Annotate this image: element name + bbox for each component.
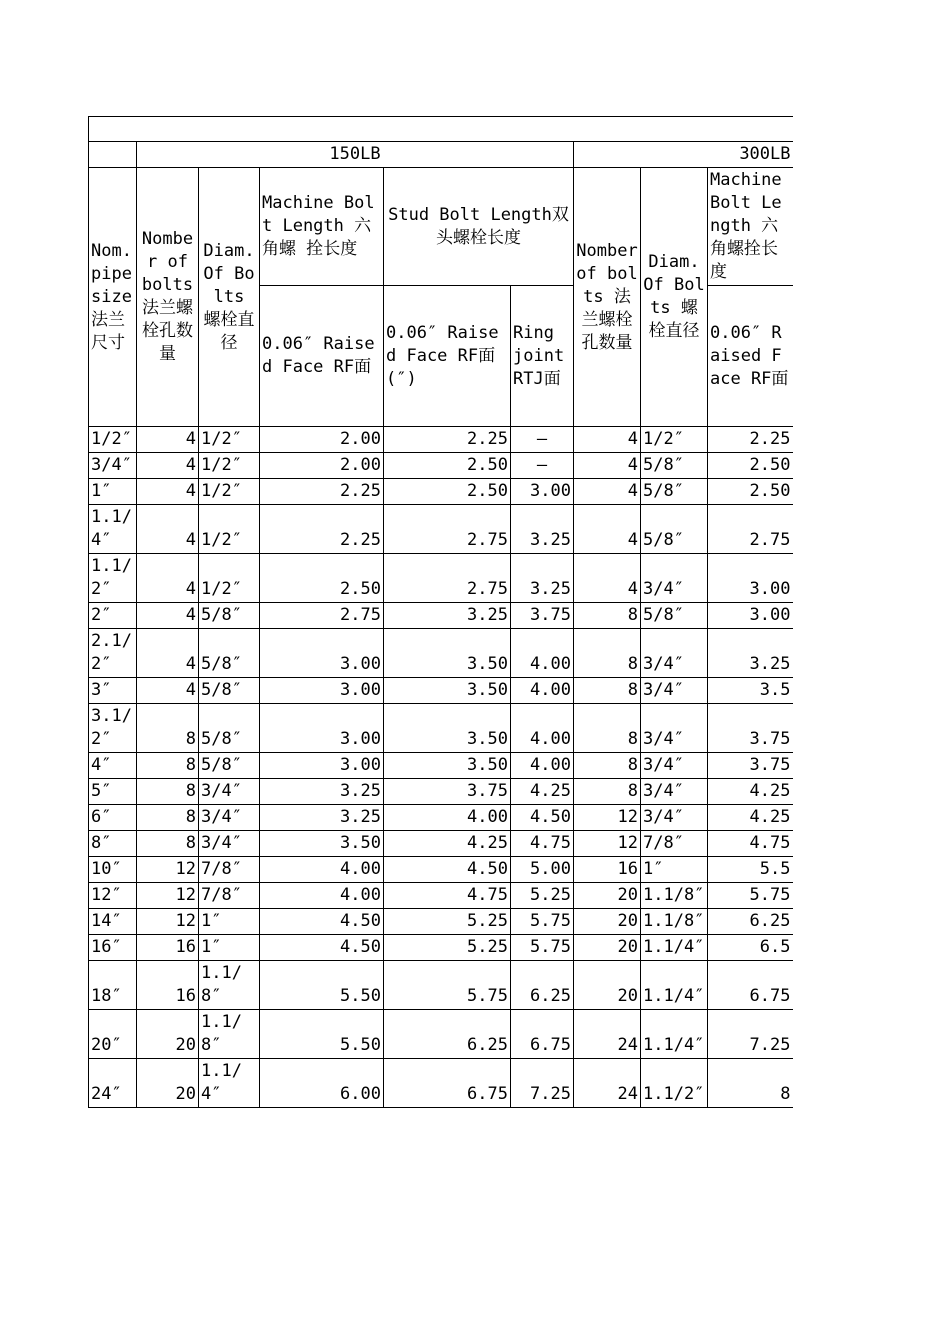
cell-bolt-count-300[interactable]: 8: [574, 629, 641, 678]
cell-bolt-count-300[interactable]: 20: [574, 961, 641, 1010]
bolt-table: [88, 116, 793, 1108]
cell-bolt-diam-150[interactable]: 3/4″: [199, 805, 260, 831]
cell-machine-bolt-300[interactable]: 4.25: [708, 805, 793, 831]
cell-bolt-diam-300[interactable]: 3/4″: [641, 554, 708, 603]
cell-machine-bolt-150[interactable]: 4.50: [260, 909, 384, 935]
cell-machine-bolt-300[interactable]: 3.75: [708, 753, 793, 779]
cell-machine-bolt-150[interactable]: 2.50: [260, 554, 384, 603]
cell-machine-bolt-300[interactable]: 3.5: [708, 678, 793, 704]
cell-machine-bolt-300[interactable]: 7.25: [708, 1010, 793, 1059]
cell-bolt-diam-300[interactable]: 1″: [641, 857, 708, 883]
cell-machine-bolt-150[interactable]: 2.00: [260, 427, 384, 453]
header-number-of-bolts-150[interactable]: Nomber of bolts 法兰螺栓孔数量: [137, 168, 199, 427]
cell-machine-bolt-300[interactable]: 4.75: [708, 831, 793, 857]
cell-size[interactable]: 1.1/4″: [89, 505, 137, 554]
table-row: [89, 883, 793, 909]
group-header-row: [89, 142, 793, 168]
cell-bolt-count-300[interactable]: 12: [574, 831, 641, 857]
cell-bolt-count-150[interactable]: 20: [137, 1010, 199, 1059]
table-row: [89, 678, 793, 704]
cell-stud-rtj-150[interactable]: 6.75: [511, 1010, 574, 1059]
cell-stud-rtj-150[interactable]: 4.00: [511, 678, 574, 704]
cell-bolt-count-300[interactable]: 8: [574, 678, 641, 704]
cell-bolt-count-300[interactable]: 4: [574, 554, 641, 603]
cell-bolt-count-150[interactable]: 4: [137, 554, 199, 603]
cell-machine-bolt-150[interactable]: 3.00: [260, 629, 384, 678]
cell-machine-bolt-150[interactable]: 2.75: [260, 603, 384, 629]
cell-machine-bolt-300[interactable]: 5.5: [708, 857, 793, 883]
cell-bolt-diam-150[interactable]: 5/8″: [199, 753, 260, 779]
cell-bolt-count-150[interactable]: 8: [137, 831, 199, 857]
cell-stud-rf-150[interactable]: 5.25: [384, 935, 511, 961]
cell-stud-rtj-150[interactable]: 3.25: [511, 554, 574, 603]
table-row: [89, 831, 793, 857]
cell-machine-bolt-300[interactable]: 2.25: [708, 427, 793, 453]
cell-bolt-count-150[interactable]: 4: [137, 427, 199, 453]
cell-size[interactable]: 16″: [89, 935, 137, 961]
cell-bolt-count-150[interactable]: 12: [137, 857, 199, 883]
header-diam-of-bolts-300[interactable]: Diam. Of Bolts 螺栓直径: [641, 168, 708, 427]
cell-stud-rf-150[interactable]: 2.75: [384, 554, 511, 603]
cell-bolt-diam-300[interactable]: 3/4″: [641, 753, 708, 779]
cell-bolt-diam-150[interactable]: 7/8″: [199, 857, 260, 883]
cell-machine-bolt-300[interactable]: 5.75: [708, 883, 793, 909]
cell-bolt-count-150[interactable]: 20: [137, 1059, 199, 1108]
cell-bolt-diam-300[interactable]: 5/8″: [641, 479, 708, 505]
cell-machine-bolt-150[interactable]: 3.00: [260, 704, 384, 753]
cell-size[interactable]: 10″: [89, 857, 137, 883]
cell-bolt-count-300[interactable]: 4: [574, 479, 641, 505]
cell-bolt-count-300[interactable]: 4: [574, 453, 641, 479]
cell-machine-bolt-150[interactable]: 2.25: [260, 505, 384, 554]
cell-stud-rf-150[interactable]: 3.50: [384, 753, 511, 779]
cell-bolt-diam-300[interactable]: 3/4″: [641, 629, 708, 678]
cell-machine-bolt-150[interactable]: 3.00: [260, 753, 384, 779]
cell-bolt-count-150[interactable]: 4: [137, 453, 199, 479]
cell-bolt-count-300[interactable]: 8: [574, 753, 641, 779]
cell-machine-bolt-300[interactable]: 2.50: [708, 479, 793, 505]
table-row: [89, 961, 793, 1010]
cell-machine-bolt-300[interactable]: 3.00: [708, 554, 793, 603]
cell-size[interactable]: 5″: [89, 779, 137, 805]
cell-bolt-count-300[interactable]: 4: [574, 427, 641, 453]
column-header-row: [89, 168, 793, 286]
table-row: [89, 603, 793, 629]
cell-machine-bolt-150[interactable]: 4.00: [260, 857, 384, 883]
cell-size[interactable]: 1/2″: [89, 427, 137, 453]
spreadsheet: [88, 116, 793, 1108]
header-machine-bolt-300-rf[interactable]: 0.06″ Raised Face RF面: [708, 286, 793, 427]
table-row: [89, 427, 793, 453]
header-machine-bolt-300[interactable]: Machine Bolt Length 六角螺拴长度: [708, 168, 793, 286]
cell-stud-rtj-150[interactable]: 4.00: [511, 753, 574, 779]
cell-machine-bolt-300[interactable]: 3.25: [708, 629, 793, 678]
cell-bolt-diam-300[interactable]: 1/2″: [641, 427, 708, 453]
cell-bolt-diam-300[interactable]: 1.1/4″: [641, 935, 708, 961]
title-row: [89, 117, 793, 142]
cell-stud-rtj-150[interactable]: –: [511, 427, 574, 453]
header-diam-of-bolts-150[interactable]: Diam. Of Bolts 螺栓直径: [199, 168, 260, 427]
table-row: [89, 805, 793, 831]
cell-bolt-count-150[interactable]: 16: [137, 935, 199, 961]
cell-bolt-diam-300[interactable]: 3/4″: [641, 805, 708, 831]
cell-bolt-diam-150[interactable]: 3/4″: [199, 779, 260, 805]
cell-bolt-count-300[interactable]: 16: [574, 857, 641, 883]
cell-bolt-diam-150[interactable]: 1/2″: [199, 554, 260, 603]
cell-stud-rf-150[interactable]: 2.50: [384, 453, 511, 479]
cell-bolt-count-300[interactable]: 24: [574, 1059, 641, 1108]
cell-stud-rtj-150[interactable]: 3.00: [511, 479, 574, 505]
cell-machine-bolt-150[interactable]: 3.25: [260, 805, 384, 831]
table-row: [89, 779, 793, 805]
cell-stud-rf-150[interactable]: 2.75: [384, 505, 511, 554]
cell-stud-rtj-150[interactable]: 5.75: [511, 909, 574, 935]
cell-stud-rtj-150[interactable]: 4.75: [511, 831, 574, 857]
cell-machine-bolt-300[interactable]: 4.25: [708, 779, 793, 805]
cell-machine-bolt-300[interactable]: 6.75: [708, 961, 793, 1010]
header-nom-pipe-size[interactable]: Nom. pipe size 法兰尺寸: [89, 168, 137, 427]
cell-bolt-count-300[interactable]: 20: [574, 935, 641, 961]
cell-bolt-diam-150[interactable]: 7/8″: [199, 883, 260, 909]
cell-bolt-diam-300[interactable]: 1.1/8″: [641, 883, 708, 909]
cell-bolt-diam-300[interactable]: 5/8″: [641, 603, 708, 629]
cell-bolt-diam-300[interactable]: 1.1/8″: [641, 909, 708, 935]
cell-stud-rtj-150[interactable]: 4.25: [511, 779, 574, 805]
cell-size[interactable]: 3/4″: [89, 453, 137, 479]
cell-bolt-diam-150[interactable]: 3/4″: [199, 831, 260, 857]
cell-stud-rf-150[interactable]: 2.50: [384, 479, 511, 505]
cell-bolt-diam-300[interactable]: 3/4″: [641, 704, 708, 753]
cell-bolt-diam-300[interactable]: 1.1/4″: [641, 1010, 708, 1059]
cell-machine-bolt-150[interactable]: 3.00: [260, 678, 384, 704]
cell-stud-rf-150[interactable]: 6.25: [384, 1010, 511, 1059]
cell-machine-bolt-150[interactable]: 5.50: [260, 961, 384, 1010]
cell-stud-rf-150[interactable]: 5.25: [384, 909, 511, 935]
cell-bolt-diam-150[interactable]: 1.1/8″: [199, 961, 260, 1010]
cell-bolt-diam-300[interactable]: 1.1/2″: [641, 1059, 708, 1108]
cell-machine-bolt-300[interactable]: 8: [708, 1059, 793, 1108]
cell-bolt-diam-150[interactable]: 1″: [199, 909, 260, 935]
cell-bolt-diam-300[interactable]: 7/8″: [641, 831, 708, 857]
cell-stud-rf-150[interactable]: 2.25: [384, 427, 511, 453]
cell-bolt-diam-150[interactable]: 1/2″: [199, 453, 260, 479]
cell-size[interactable]: 4″: [89, 753, 137, 779]
table-row: [89, 629, 793, 678]
cell-bolt-diam-150[interactable]: 1″: [199, 935, 260, 961]
cell-size[interactable]: 24″: [89, 1059, 137, 1108]
table-row: [89, 505, 793, 554]
cell-stud-rtj-150[interactable]: 4.00: [511, 704, 574, 753]
cell-bolt-diam-150[interactable]: 1/2″: [199, 505, 260, 554]
table-row: [89, 479, 793, 505]
cell-stud-rtj-150[interactable]: 3.25: [511, 505, 574, 554]
cell-bolt-count-300[interactable]: 20: [574, 909, 641, 935]
cell-machine-bolt-300[interactable]: 6.25: [708, 909, 793, 935]
cell-machine-bolt-300[interactable]: 2.75: [708, 505, 793, 554]
cell-bolt-diam-300[interactable]: 3/4″: [641, 678, 708, 704]
cell-bolt-diam-300[interactable]: 5/8″: [641, 505, 708, 554]
cell-stud-rf-150[interactable]: 4.25: [384, 831, 511, 857]
cell-stud-rf-150[interactable]: 6.75: [384, 1059, 511, 1108]
cell-bolt-diam-150[interactable]: 1.1/8″: [199, 1010, 260, 1059]
cell-bolt-diam-300[interactable]: 1.1/4″: [641, 961, 708, 1010]
cell-stud-rtj-150[interactable]: 5.00: [511, 857, 574, 883]
cell-bolt-count-300[interactable]: 20: [574, 883, 641, 909]
cell-bolt-diam-150[interactable]: 5/8″: [199, 603, 260, 629]
table-row: [89, 909, 793, 935]
cell-machine-bolt-300[interactable]: 6.5: [708, 935, 793, 961]
cell-bolt-diam-150[interactable]: 5/8″: [199, 678, 260, 704]
cell-stud-rtj-150[interactable]: 6.25: [511, 961, 574, 1010]
cell-size[interactable]: 2″: [89, 603, 137, 629]
cell-stud-rtj-150[interactable]: 3.75: [511, 603, 574, 629]
table-row: [89, 704, 793, 753]
cell-bolt-count-150[interactable]: 4: [137, 678, 199, 704]
cell-size[interactable]: 3.1/2″: [89, 704, 137, 753]
header-stud-bolt-150-rtj[interactable]: Ring joint RTJ面: [511, 286, 574, 427]
cell-machine-bolt-300[interactable]: 3.00: [708, 603, 793, 629]
cell-size[interactable]: 8″: [89, 831, 137, 857]
header-machine-bolt-150[interactable]: Machine Bolt Length 六角螺 拴长度: [260, 168, 384, 286]
cell-bolt-count-150[interactable]: 4: [137, 479, 199, 505]
title-cell[interactable]: [89, 117, 793, 142]
cell-bolt-count-150[interactable]: 16: [137, 961, 199, 1010]
cell-machine-bolt-300[interactable]: 3.75: [708, 704, 793, 753]
cell-bolt-count-300[interactable]: 24: [574, 1010, 641, 1059]
cell-machine-bolt-150[interactable]: 6.00: [260, 1059, 384, 1108]
group-300lb[interactable]: 300LB: [574, 142, 793, 168]
cell-stud-rf-150[interactable]: 3.50: [384, 704, 511, 753]
cell-size[interactable]: 1.1/2″: [89, 554, 137, 603]
cell-machine-bolt-150[interactable]: 4.00: [260, 883, 384, 909]
cell-stud-rtj-150[interactable]: 4.00: [511, 629, 574, 678]
cell-bolt-count-150[interactable]: 4: [137, 505, 199, 554]
cell-stud-rf-150[interactable]: 4.75: [384, 883, 511, 909]
cell-bolt-count-300[interactable]: 8: [574, 704, 641, 753]
cell-stud-rtj-150[interactable]: 5.25: [511, 883, 574, 909]
header-stud-bolt-150-rf[interactable]: 0.06″ Raised Face RF面(″): [384, 286, 511, 427]
cell-bolt-count-150[interactable]: 4: [137, 603, 199, 629]
header-number-of-bolts-300[interactable]: Nomber of bolts 法兰螺栓孔数量: [574, 168, 641, 427]
table-row: [89, 935, 793, 961]
cell-bolt-count-300[interactable]: 8: [574, 603, 641, 629]
cell-size[interactable]: 20″: [89, 1010, 137, 1059]
cell-bolt-count-150[interactable]: 8: [137, 805, 199, 831]
header-stud-bolt-150[interactable]: Stud Bolt Length双头螺栓长度: [384, 168, 574, 286]
cell-machine-bolt-150[interactable]: 3.50: [260, 831, 384, 857]
cell-size[interactable]: 2.1/2″: [89, 629, 137, 678]
cell-stud-rtj-150[interactable]: 5.75: [511, 935, 574, 961]
cell-stud-rf-150[interactable]: 4.00: [384, 805, 511, 831]
table-row: [89, 857, 793, 883]
cell-bolt-diam-300[interactable]: 3/4″: [641, 779, 708, 805]
cell-bolt-count-150[interactable]: 8: [137, 779, 199, 805]
table-row: [89, 453, 793, 479]
table-row: [89, 1059, 793, 1108]
table-row: [89, 753, 793, 779]
cell-size[interactable]: 14″: [89, 909, 137, 935]
cell-bolt-count-300[interactable]: 12: [574, 805, 641, 831]
header-machine-bolt-150-rf[interactable]: 0.06″ Raised Face RF面: [260, 286, 384, 427]
cell-bolt-count-150[interactable]: 12: [137, 883, 199, 909]
cell-stud-rtj-150[interactable]: 4.50: [511, 805, 574, 831]
cell-machine-bolt-150[interactable]: 2.00: [260, 453, 384, 479]
table-row: [89, 554, 793, 603]
cell-stud-rf-150[interactable]: 3.75: [384, 779, 511, 805]
cell-machine-bolt-300[interactable]: 2.50: [708, 453, 793, 479]
cell-stud-rf-150[interactable]: 5.75: [384, 961, 511, 1010]
cell-bolt-diam-150[interactable]: 5/8″: [199, 629, 260, 678]
cell-size[interactable]: 12″: [89, 883, 137, 909]
cell-stud-rf-150[interactable]: 3.50: [384, 629, 511, 678]
cell-bolt-count-150[interactable]: 8: [137, 753, 199, 779]
cell-bolt-diam-150[interactable]: 1.1/4″: [199, 1059, 260, 1108]
cell-machine-bolt-150[interactable]: 2.25: [260, 479, 384, 505]
cell-stud-rtj-150[interactable]: –: [511, 453, 574, 479]
group-blank-cell[interactable]: [89, 142, 137, 168]
cell-machine-bolt-150[interactable]: 3.25: [260, 779, 384, 805]
cell-bolt-count-150[interactable]: 8: [137, 704, 199, 753]
cell-size[interactable]: 3″: [89, 678, 137, 704]
table-row: [89, 1010, 793, 1059]
cell-machine-bolt-150[interactable]: 5.50: [260, 1010, 384, 1059]
cell-bolt-count-300[interactable]: 8: [574, 779, 641, 805]
cell-bolt-count-150[interactable]: 12: [137, 909, 199, 935]
cell-size[interactable]: 18″: [89, 961, 137, 1010]
cell-bolt-diam-150[interactable]: 1/2″: [199, 479, 260, 505]
cell-size[interactable]: 6″: [89, 805, 137, 831]
cell-bolt-diam-300[interactable]: 5/8″: [641, 453, 708, 479]
cell-stud-rtj-150[interactable]: 7.25: [511, 1059, 574, 1108]
cell-machine-bolt-150[interactable]: 4.50: [260, 935, 384, 961]
cell-bolt-diam-150[interactable]: 5/8″: [199, 704, 260, 753]
cell-stud-rf-150[interactable]: 4.50: [384, 857, 511, 883]
cell-bolt-diam-150[interactable]: 1/2″: [199, 427, 260, 453]
cell-stud-rf-150[interactable]: 3.25: [384, 603, 511, 629]
group-150lb[interactable]: 150LB: [137, 142, 574, 168]
cell-stud-rf-150[interactable]: 3.50: [384, 678, 511, 704]
cell-size[interactable]: 1″: [89, 479, 137, 505]
cell-bolt-count-150[interactable]: 4: [137, 629, 199, 678]
cell-bolt-count-300[interactable]: 4: [574, 505, 641, 554]
